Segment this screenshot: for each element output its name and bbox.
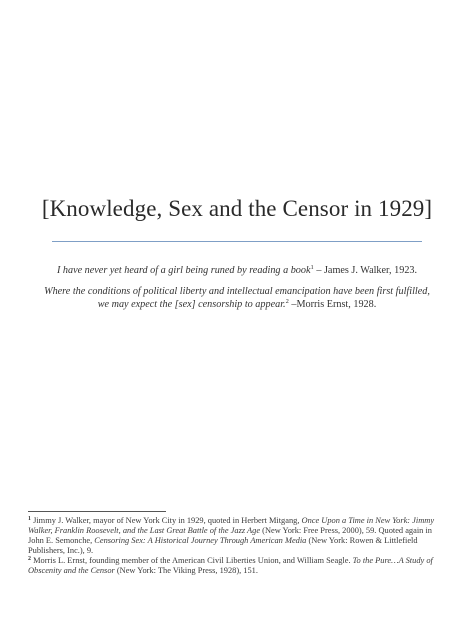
footnote-separator [28, 511, 166, 512]
footnote-2 [28, 556, 446, 576]
footnote-text: (New York: The Viking Press, 1928), 151. [114, 566, 258, 576]
footnote-text: Jimmy J. Walker, mayor of New York City in 1929, quoted in Herbert Mitgang, [31, 516, 302, 525]
footnote-number: 1 [28, 516, 31, 522]
epigraph-ernst [40, 286, 434, 311]
footnote-book-title: Once Upon a Time in New York: Jimmy Walker, Franklin Roosevelt, and the Last Great Battle of the Jazz Age [28, 516, 435, 536]
footnote-ref-1[interactable]: 1 [310, 264, 314, 271]
epigraph-attribution: – James J. Walker, 1923. [313, 265, 418, 276]
epigraph-quote: I have never yet heard of a girl being runed by reading a book [56, 265, 311, 276]
footnote-ref-2[interactable]: 2 [285, 297, 289, 305]
epigraph-quote-line2: we may expect the [sex] censorship to appear. [97, 298, 286, 310]
epigraph-walker [40, 265, 434, 278]
title-underline [52, 241, 422, 242]
page-title: [Knowledge, Sex and the Censor in 1929] [41, 196, 433, 221]
footnote-text: Morris L. Ernst, founding member of the American Civil Liberties Union, and William Seagle. [31, 556, 353, 565]
footnote-number: 2 [28, 556, 31, 562]
epigraph-attribution: –Morris Ernst, 1928. [288, 298, 377, 310]
footnote-book-title: To the Pure…A Study of Obscenity and the Censor [28, 556, 433, 576]
footnote-text: (New York: Rowen & Littlefield Publishers, Inc.), 9. [28, 536, 418, 556]
footnote-text: (New York: Free Press, 2000), 59. Quoted again in John E. Semonche, [28, 526, 432, 546]
footnote-1 [28, 516, 446, 556]
footnote-book-title: Censoring Sex: A Historical Journey Through American Media [94, 536, 307, 546]
epigraph-quote-line1: Where the conditions of political liberty and intellectual emancipation have been first fulfilled, [44, 286, 430, 297]
